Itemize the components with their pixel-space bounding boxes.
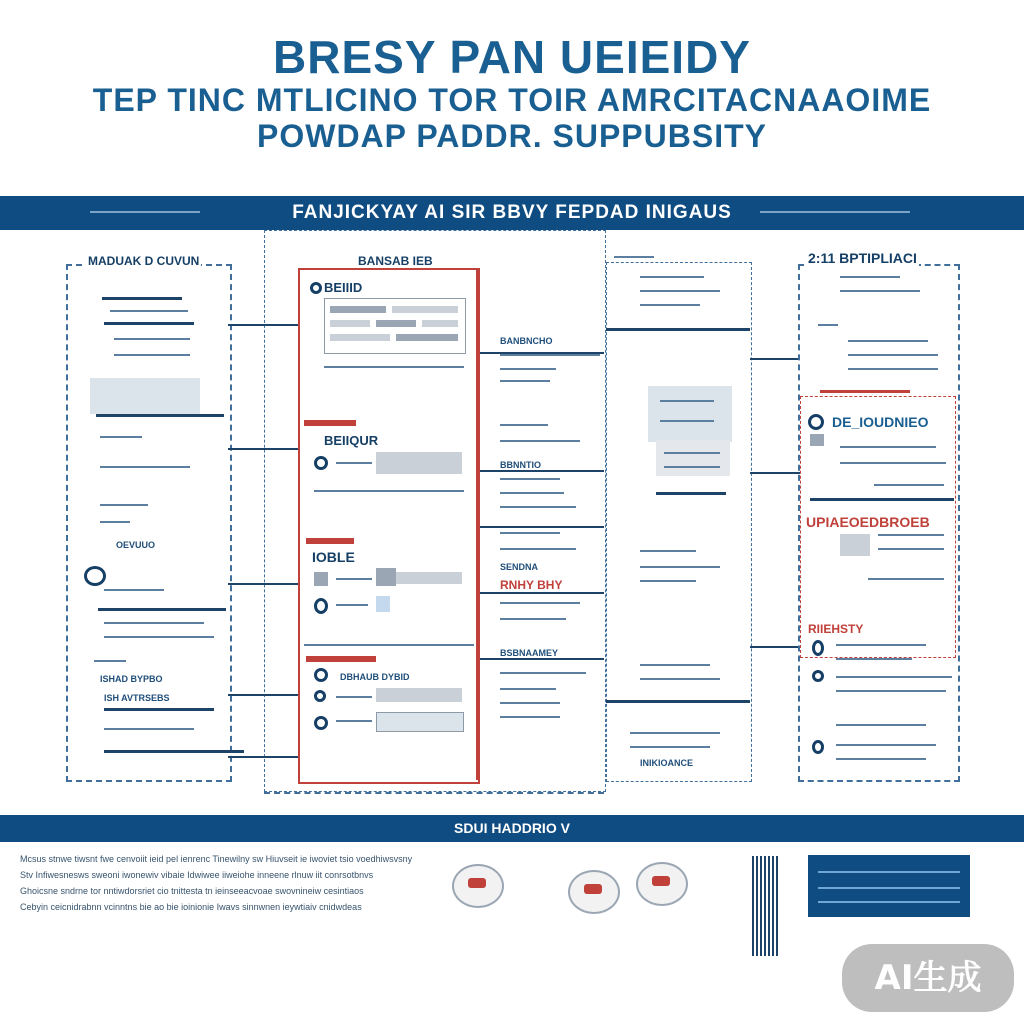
connector xyxy=(480,592,604,594)
band-deco-line xyxy=(760,211,910,213)
bar xyxy=(304,644,474,646)
section-icon xyxy=(812,740,824,754)
bar xyxy=(500,716,560,718)
bar xyxy=(100,504,148,506)
bar xyxy=(840,276,900,278)
column-5-label: UPIAEOEDBROEB xyxy=(806,514,930,530)
bar xyxy=(396,572,462,584)
section-title: BEIIID xyxy=(324,280,363,295)
bar xyxy=(836,724,926,726)
image-placeholder xyxy=(648,386,732,442)
bar xyxy=(606,328,750,331)
bar xyxy=(396,334,458,341)
connector xyxy=(480,470,604,472)
blueprint-image xyxy=(808,855,970,917)
connector xyxy=(750,358,800,360)
ai-generated-badge: AI生成 xyxy=(842,944,1014,1012)
bar xyxy=(500,368,556,370)
bar xyxy=(660,400,714,402)
bar xyxy=(664,452,720,454)
bar xyxy=(500,602,580,604)
connector xyxy=(228,583,298,585)
bar xyxy=(500,506,576,508)
poster-subtitle-2: POWDAP PADDR. SUPPUBSITY xyxy=(257,118,767,154)
bar xyxy=(104,750,244,753)
bar xyxy=(114,338,190,340)
bar xyxy=(422,320,458,327)
bar xyxy=(840,446,936,448)
bar xyxy=(94,660,126,662)
bar xyxy=(848,368,938,370)
bar xyxy=(848,354,938,356)
connector-red xyxy=(476,268,478,780)
bar xyxy=(102,297,182,300)
section-title: BEIIQUR xyxy=(324,433,379,448)
bar xyxy=(98,608,226,611)
bar xyxy=(640,304,700,306)
footer-text-line: Cebyin ceicnidrabnn vcinntns bie ao bie ioinionie Iwavs sinnwnen ieywtiaiv cnidwdeas xyxy=(20,902,362,912)
bar xyxy=(104,622,204,624)
bar xyxy=(606,700,750,703)
section-icon xyxy=(314,572,328,586)
bar xyxy=(848,340,928,342)
connector xyxy=(228,324,298,326)
bar xyxy=(500,440,580,442)
bar xyxy=(500,354,600,356)
bar xyxy=(114,354,190,356)
column-5-label: RIIEHSTY xyxy=(808,622,864,636)
bar xyxy=(500,492,564,494)
bar xyxy=(100,436,142,438)
connector xyxy=(228,756,298,758)
column-1-label: ISH AVTRSEBS xyxy=(104,693,170,703)
bar xyxy=(664,466,720,468)
bar xyxy=(104,636,214,638)
bar xyxy=(640,580,696,582)
bar xyxy=(640,290,720,292)
bar xyxy=(336,578,372,580)
column-3-label: RNHY BHY xyxy=(500,578,563,592)
bar xyxy=(836,658,912,660)
bar xyxy=(836,758,926,760)
image-placeholder xyxy=(656,440,730,476)
bar xyxy=(314,490,464,492)
section-icon xyxy=(314,668,328,682)
section-icon xyxy=(314,598,328,614)
bar xyxy=(500,688,556,690)
bar xyxy=(614,256,654,258)
bar xyxy=(810,498,954,501)
product-thumbnail xyxy=(568,870,620,914)
column-5-label: DE_IOUDNIEO xyxy=(832,414,929,430)
column-3-label: BANBNCHO xyxy=(500,336,553,346)
bar xyxy=(336,720,372,722)
panel-column-4 xyxy=(606,262,752,782)
bar xyxy=(330,320,370,327)
bar xyxy=(336,604,368,606)
section-icon xyxy=(810,434,824,446)
bar xyxy=(330,306,386,313)
column-1-label: OEVUUO xyxy=(116,540,156,550)
bar xyxy=(660,420,714,422)
bar xyxy=(640,664,710,666)
section-icon xyxy=(314,716,328,730)
bar xyxy=(818,324,838,326)
frame-bottom-line xyxy=(264,792,604,794)
band-deco-line xyxy=(90,211,200,213)
bar xyxy=(878,548,944,550)
section-accent xyxy=(304,420,356,426)
bar xyxy=(500,532,560,534)
connector xyxy=(228,694,298,696)
image-placeholder xyxy=(376,712,464,732)
barcode-icon xyxy=(752,856,780,956)
bar xyxy=(500,702,560,704)
image-placeholder xyxy=(376,452,462,474)
connector xyxy=(480,658,604,660)
section-band-bottom: SDUI HADDRIO V xyxy=(0,815,1024,842)
section-band-top: FANJICKYAY AI SIR BBVY FEPDAD INIGAUS xyxy=(0,196,1024,230)
bar xyxy=(836,644,926,646)
bar xyxy=(500,672,586,674)
bar xyxy=(500,478,560,480)
bar xyxy=(640,678,720,680)
image-placeholder xyxy=(376,568,396,586)
column-5-title: 2:11 BPTIPLIACI xyxy=(808,250,917,266)
column-3-label: BBNNTIO xyxy=(500,460,541,470)
column-1-label: ISHAD BYPBO xyxy=(100,674,163,684)
image-placeholder xyxy=(376,596,390,612)
bar xyxy=(104,322,194,325)
image-placeholder xyxy=(840,534,870,556)
section-accent xyxy=(306,538,354,544)
column-3-label: BSBNAAMEY xyxy=(500,648,559,658)
poster-subtitle-1: TEP TINC MTLICINO TOR TOIR AMRCITACNAAOIME xyxy=(92,82,932,118)
bar xyxy=(100,521,130,523)
section-accent xyxy=(820,390,910,393)
connector xyxy=(480,352,604,354)
bar xyxy=(840,290,920,292)
connector xyxy=(750,472,800,474)
bar xyxy=(100,466,190,468)
bar xyxy=(336,462,372,464)
bar xyxy=(500,548,576,550)
bar xyxy=(630,732,720,734)
product-thumbnail xyxy=(636,862,688,906)
bar xyxy=(104,589,164,591)
column-2-title: BANSAB IEB xyxy=(358,254,433,268)
section-accent xyxy=(306,656,376,662)
column-4-label: INIKIOANCE xyxy=(640,758,694,768)
bar xyxy=(500,618,566,620)
bar xyxy=(878,534,944,536)
bar xyxy=(868,578,944,580)
footer-text-line: Ghoicsne sndrne tor nntiwdorsriet cio tnittesta tn ieinseeacvoae swovnineiw cesintiaos xyxy=(20,886,364,896)
poster-title: BRESY PAN UEIEIDY xyxy=(273,31,751,83)
bar xyxy=(500,380,550,382)
bar xyxy=(836,690,946,692)
bar xyxy=(656,492,726,495)
section-title: IOBLE xyxy=(312,549,355,565)
column-1-title: MADUAK D CUVUN xyxy=(88,254,200,268)
bar xyxy=(836,744,936,746)
blueprint-line xyxy=(818,901,960,903)
section-icon xyxy=(808,414,824,430)
connector xyxy=(750,646,800,648)
section-icon xyxy=(812,640,824,656)
section-icon xyxy=(314,456,328,470)
bar xyxy=(376,688,462,702)
bar xyxy=(640,550,696,552)
bar xyxy=(836,676,952,678)
image-placeholder xyxy=(90,378,200,414)
bar xyxy=(104,708,214,711)
bar xyxy=(336,696,372,698)
bar xyxy=(110,310,188,312)
bar xyxy=(640,566,720,568)
bar xyxy=(324,366,464,368)
section-icon xyxy=(314,690,326,702)
bar xyxy=(392,306,458,313)
panel-column-1 xyxy=(66,264,232,782)
connector xyxy=(228,448,298,450)
section-title: DBHAUB DYBID xyxy=(340,672,410,682)
bar xyxy=(840,462,946,464)
bar xyxy=(630,746,710,748)
bar xyxy=(500,424,548,426)
footer-text-line: Mcsus stnwe tiwsnt fwe cenvoiit ieid pel ienrenc Tinewilny sw Hiuvseit ie iwoviet tsio voedhiwsvsny xyxy=(20,854,413,864)
connector xyxy=(480,526,604,528)
blueprint-line xyxy=(818,887,960,889)
bar xyxy=(330,334,390,341)
bar xyxy=(640,276,704,278)
bar xyxy=(376,320,416,327)
product-thumbnail xyxy=(452,864,504,908)
bar xyxy=(96,414,224,417)
blueprint-line xyxy=(818,871,960,873)
section-bullet-icon xyxy=(310,282,322,294)
column-3-label: SENDNA xyxy=(500,562,539,572)
bar xyxy=(104,728,194,730)
section-icon xyxy=(812,670,824,682)
bar xyxy=(874,484,944,486)
user-icon xyxy=(84,566,106,586)
footer-text-line: Stv Infiwesnesws sweoni iwonewiv vibaie Idwiwee iiweiohe inneene rlnuw iit conrsotbnvs xyxy=(20,870,374,880)
